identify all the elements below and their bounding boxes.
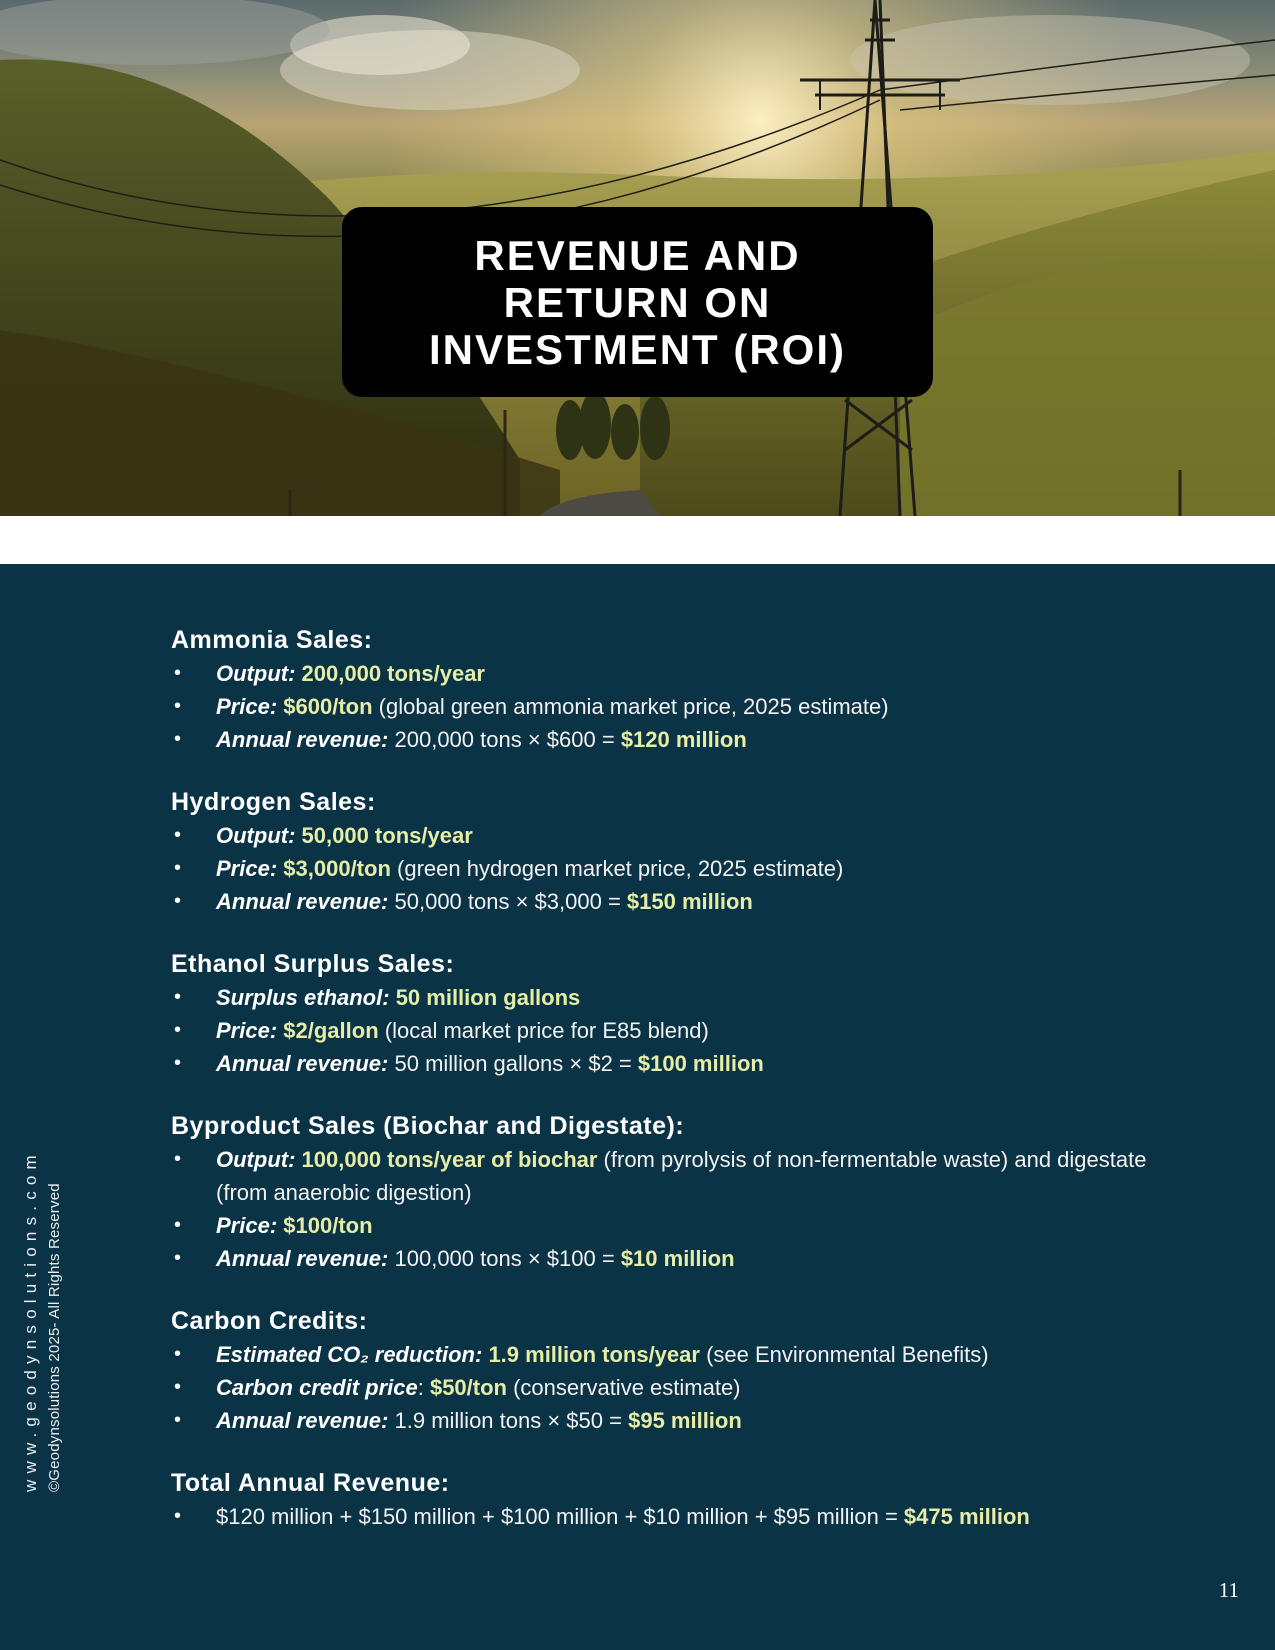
highlight-value: 50,000 tons/year xyxy=(301,823,473,848)
website-url: www.geodynsolutions.com xyxy=(21,1149,40,1492)
item-text: (see Environmental Benefits) xyxy=(699,1342,989,1367)
list-item xyxy=(171,1404,1191,1437)
item-label: Price: xyxy=(216,1018,278,1043)
item-text: $120 million + $150 million + $100 million + $10 million + $95 million = xyxy=(216,1504,904,1529)
item-text: 200,000 tons × $600 = xyxy=(394,727,621,752)
item-label: Output: xyxy=(216,823,296,848)
section-heading: Ammonia Sales: xyxy=(171,626,373,654)
highlight-value: 200,000 tons/year xyxy=(301,661,485,686)
item-label: Price: xyxy=(216,694,278,719)
section-heading: Ethanol Surplus Sales: xyxy=(171,950,455,978)
item-label: Annual revenue: xyxy=(216,1408,389,1433)
hero-image xyxy=(0,0,1275,516)
highlight-value: $600/ton xyxy=(283,694,373,719)
bullet-list xyxy=(171,819,1191,918)
content-panel xyxy=(0,564,1275,1650)
highlight-value: $10 million xyxy=(620,1246,735,1271)
highlight-value: $2/gallon xyxy=(283,1018,379,1043)
list-item xyxy=(171,1242,1191,1275)
page-number: 11 xyxy=(1218,1578,1239,1602)
list-item xyxy=(171,657,1191,690)
bullet-list xyxy=(171,1338,1191,1437)
section-heading: Carbon Credits: xyxy=(171,1307,368,1335)
list-item xyxy=(171,1500,1191,1533)
section xyxy=(171,624,1191,756)
item-text: (from pyrolysis of non-fermentable waste) and digestate (from anaerobic digestion) xyxy=(216,1147,1147,1205)
item-text: (conservative estimate) xyxy=(506,1375,741,1400)
item-label: Output: xyxy=(216,661,296,686)
item-label: Annual revenue: xyxy=(216,889,389,914)
section xyxy=(171,786,1191,918)
highlight-value: $3,000/ton xyxy=(283,856,391,881)
item-text: (global green ammonia market price, 2025 estimate) xyxy=(372,694,889,719)
item-label: Price: xyxy=(216,856,278,881)
list-item xyxy=(171,885,1191,918)
section-heading: Total Annual Revenue: xyxy=(171,1469,450,1497)
section-heading: Hydrogen Sales: xyxy=(171,788,376,816)
list-item xyxy=(171,852,1191,885)
bullet-list xyxy=(171,981,1191,1080)
item-text: 50 million gallons × $2 = xyxy=(394,1051,638,1076)
item-text: (local market price for E85 blend) xyxy=(378,1018,709,1043)
item-label: Output: xyxy=(216,1147,296,1172)
item-text: 100,000 tons × $100 = xyxy=(394,1246,621,1271)
item-label: Annual revenue: xyxy=(216,727,389,752)
list-item xyxy=(171,1143,1191,1209)
section xyxy=(171,1467,1191,1533)
list-item xyxy=(171,723,1191,756)
highlight-value: 100,000 tons/year of biochar xyxy=(301,1147,598,1172)
highlight-value: $100 million xyxy=(637,1051,764,1076)
bullet-list xyxy=(171,1500,1191,1533)
item-label: Annual revenue: xyxy=(216,1051,389,1076)
copyright-notice: ©Geodynsolutions 2025- All Rights Reserved xyxy=(46,1183,63,1492)
page-title: REVENUE AND RETURN ON INVESTMENT (ROI) xyxy=(429,231,846,373)
sidebar-vertical-text xyxy=(20,1149,65,1492)
list-item xyxy=(171,1371,1191,1404)
list-item xyxy=(171,1338,1191,1371)
section xyxy=(171,1305,1191,1437)
highlight-value: $120 million xyxy=(620,727,747,752)
bullet-list xyxy=(171,1143,1191,1275)
revenue-sections xyxy=(171,624,1191,1563)
highlight-value: $150 million xyxy=(626,889,753,914)
label-separator: : xyxy=(417,1375,430,1400)
highlight-value: $100/ton xyxy=(283,1213,373,1238)
list-item xyxy=(171,819,1191,852)
item-label: Carbon credit price xyxy=(216,1375,418,1400)
item-label: Estimated CO₂ reduction: xyxy=(216,1342,483,1367)
list-item xyxy=(171,690,1191,723)
item-label: Surplus ethanol: xyxy=(216,985,390,1010)
section xyxy=(171,1110,1191,1275)
list-item xyxy=(171,981,1191,1014)
title-box xyxy=(342,207,933,397)
section xyxy=(171,948,1191,1080)
list-item xyxy=(171,1209,1191,1242)
list-item xyxy=(171,1047,1191,1080)
list-item xyxy=(171,1014,1191,1047)
item-label: Price: xyxy=(216,1213,278,1238)
item-text: 1.9 million tons × $50 = xyxy=(394,1408,629,1433)
highlight-value: 50 million gallons xyxy=(395,985,581,1010)
highlight-value: $95 million xyxy=(628,1408,742,1433)
item-label: Annual revenue: xyxy=(216,1246,389,1271)
item-text: 50,000 tons × $3,000 = xyxy=(394,889,627,914)
highlight-value: $50/ton xyxy=(429,1375,507,1400)
item-text: (green hydrogen market price, 2025 estimate) xyxy=(390,856,844,881)
highlight-value: 1.9 million tons/year xyxy=(488,1342,700,1367)
bullet-list xyxy=(171,657,1191,756)
section-heading: Byproduct Sales (Biochar and Digestate): xyxy=(171,1112,685,1140)
highlight-value: $475 million xyxy=(903,1504,1030,1529)
